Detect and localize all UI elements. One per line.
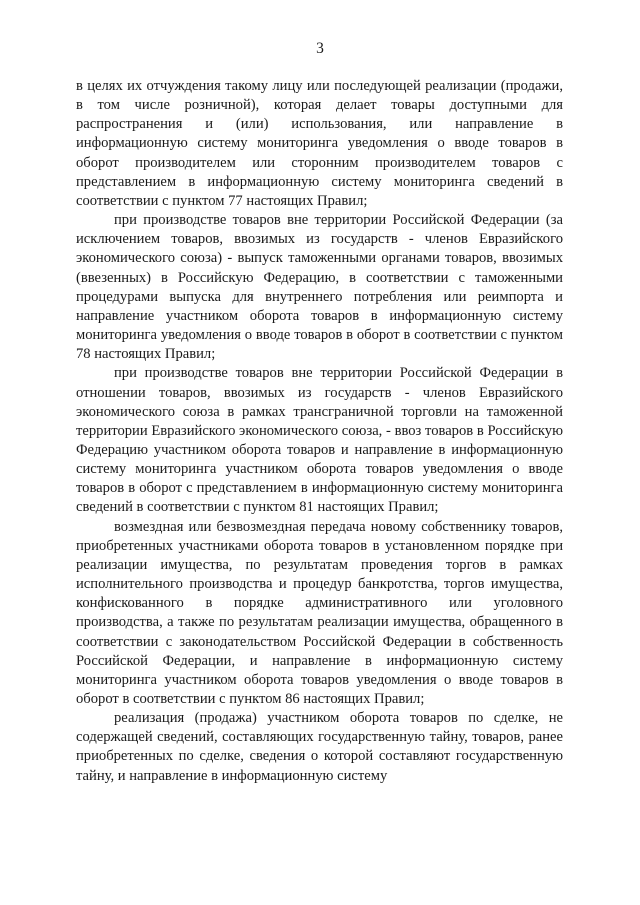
- paragraph-continuation: в целях их отчуждения такому лицу или последующей реализации (продажи, в том числе розничной), которая делает товары доступными для распространения и (или) использования, или направление в информационную систему мониторинга уведомления о вводе товаров в оборот производителем или сторонним производителем товаров с представлением в информационную систему мониторинга сведений в соответствии с пунктом 77 настоящих Правил;: [76, 78, 563, 209]
- paragraph-transfer-new-owner: возмездная или безвозмездная передача новому собственнику товаров, приобретенных участниками оборота товаров в установленном порядке при реализации имущества, по результатам проведения торгов в рамках исполнительного производства и процедур банкротства, торгов имущества, конфискованного в порядке административного или уголовного производства, а также по результатам реализации имущества, обращенного в соответствии с законодательством Российской Федерации в собственность Российской Федерации, и направление в информационную систему мониторинга участником оборота товаров уведомления о вводе товаров в оборот в соответствии с пунктом 86 настоящих Правил;: [76, 518, 563, 707]
- paragraph-state-secret-sale: реализация (продажа) участником оборота товаров по сделке, не содержащей сведений, составляющих государственную тайну, товаров, ранее приобретенных по сделке, сведения о которой составляют государственную тайну, и направление в информационную систему: [76, 710, 563, 784]
- paragraph-foreign-production: при производстве товаров вне территории Российской Федерации (за исключением товаров, ввозимых из государств - членов Евразийского экономического союза) - выпуск таможенными органами товаров, ввозимых (ввезенных) в Российскую Федерацию, в соответствии с таможенными процедурами выпуска для внутреннего потребления или реимпорта и направление участником оборота товаров в информационную систему мониторинга уведомления о вводе товаров в оборот в соответствии с пунктом 78 настоящих Правил;: [76, 212, 563, 363]
- page-number: 3: [316, 40, 324, 57]
- document-body: [76, 77, 563, 786]
- paragraph-eaeu-import: при производстве товаров вне территории Российской Федерации в отношении товаров, ввозимых из государств - членов Евразийского экономического союза в рамках трансграничной торговли на таможенной территории Евразийского экономического союза, - ввоз товаров в Российскую Федерацию участником оборота товаров и направление в информационную систему мониторинга участником оборота товаров уведомления о вводе товаров в оборот с представлением в информационную систему мониторинга сведений в соответствии с пунктом 81 настоящих Правил;: [76, 365, 563, 516]
